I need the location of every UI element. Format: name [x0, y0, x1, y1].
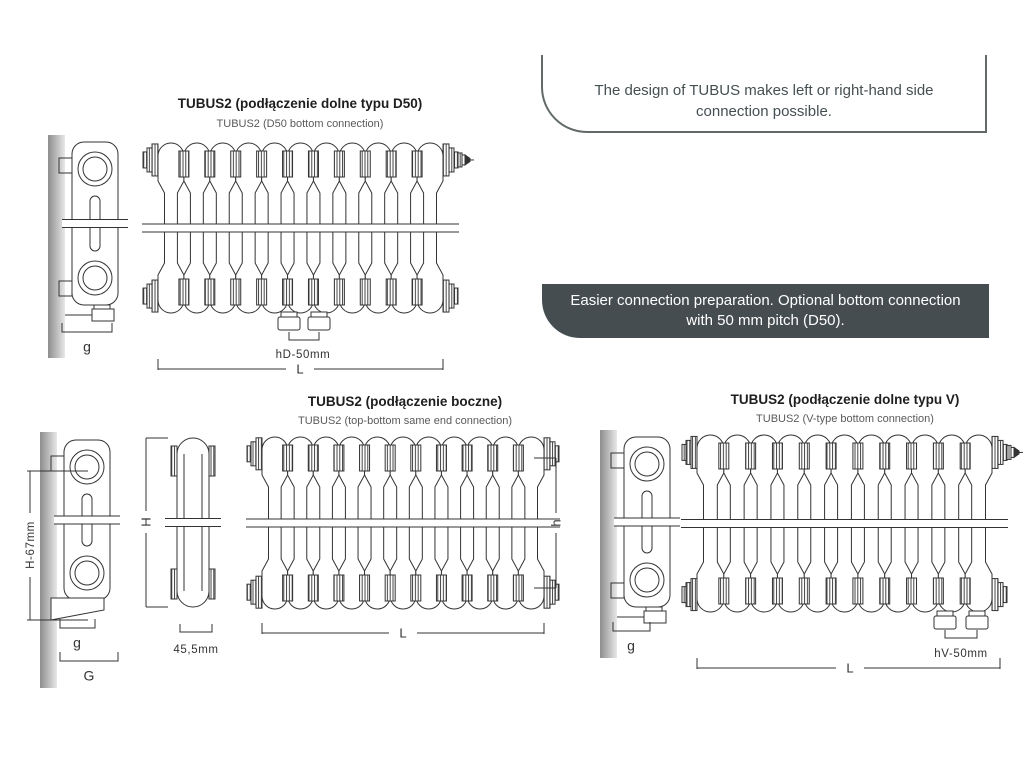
- callout-side-connection-note: [541, 55, 987, 133]
- dim-label-vtype-length: L: [846, 660, 854, 676]
- dim-label-wall-height: H-67mm: [25, 521, 37, 569]
- side-connection-front-view-drawing: [246, 437, 560, 609]
- d50-side-view-drawing: [48, 135, 128, 358]
- vtype-front-view-drawing: [681, 435, 1023, 629]
- dim-label-side-g: g: [73, 634, 81, 651]
- callout-bottom-connection-note: [542, 284, 989, 338]
- dim-label-h: h: [548, 519, 564, 527]
- dim-label-H: H: [138, 517, 154, 527]
- side-connection-depth-dimensions: [60, 619, 118, 684]
- side-diagram-title: TUBUS2 (podłączenie boczne): [307, 394, 503, 409]
- column-end-view-drawing: [165, 438, 221, 607]
- dim-label-d50-length: L: [296, 361, 304, 377]
- dim-label-side-G: G: [83, 667, 95, 684]
- d50-front-view-drawing: [142, 143, 474, 330]
- dim-label-d50-pitch: hD-50mm: [275, 349, 331, 361]
- vtype-diagram-title: TUBUS2 (podłączenie dolne typu V): [730, 392, 960, 407]
- dim-label-d50-g: g: [83, 338, 91, 355]
- dim-label-side-length: L: [399, 625, 407, 641]
- vtype-dimensions: [613, 622, 1000, 676]
- d50-diagram-title: TUBUS2 (podłączenie dolne typu D50): [177, 96, 423, 111]
- vtype-side-view-drawing: [600, 430, 680, 658]
- dim-label-vtype-g: g: [627, 637, 635, 654]
- d50-dimensions: [62, 323, 443, 377]
- side-diagram-subtitle: TUBUS2 (top-bottom same end connection): [298, 415, 512, 427]
- callout-bottom-connection-text: Easier connection preparation. Optional bottom connection with 50 mm pitch (D50).: [570, 292, 961, 330]
- callout-side-connection-text: The design of TUBUS makes left or right-hand side connection possible.: [594, 82, 934, 120]
- dim-label-depth: 45,5mm: [173, 644, 219, 656]
- d50-diagram-subtitle: TUBUS2 (D50 bottom connection): [216, 118, 384, 130]
- dim-label-vtype-pitch: hV-50mm: [934, 648, 988, 660]
- vtype-diagram-subtitle: TUBUS2 (V-type bottom connection): [756, 413, 934, 425]
